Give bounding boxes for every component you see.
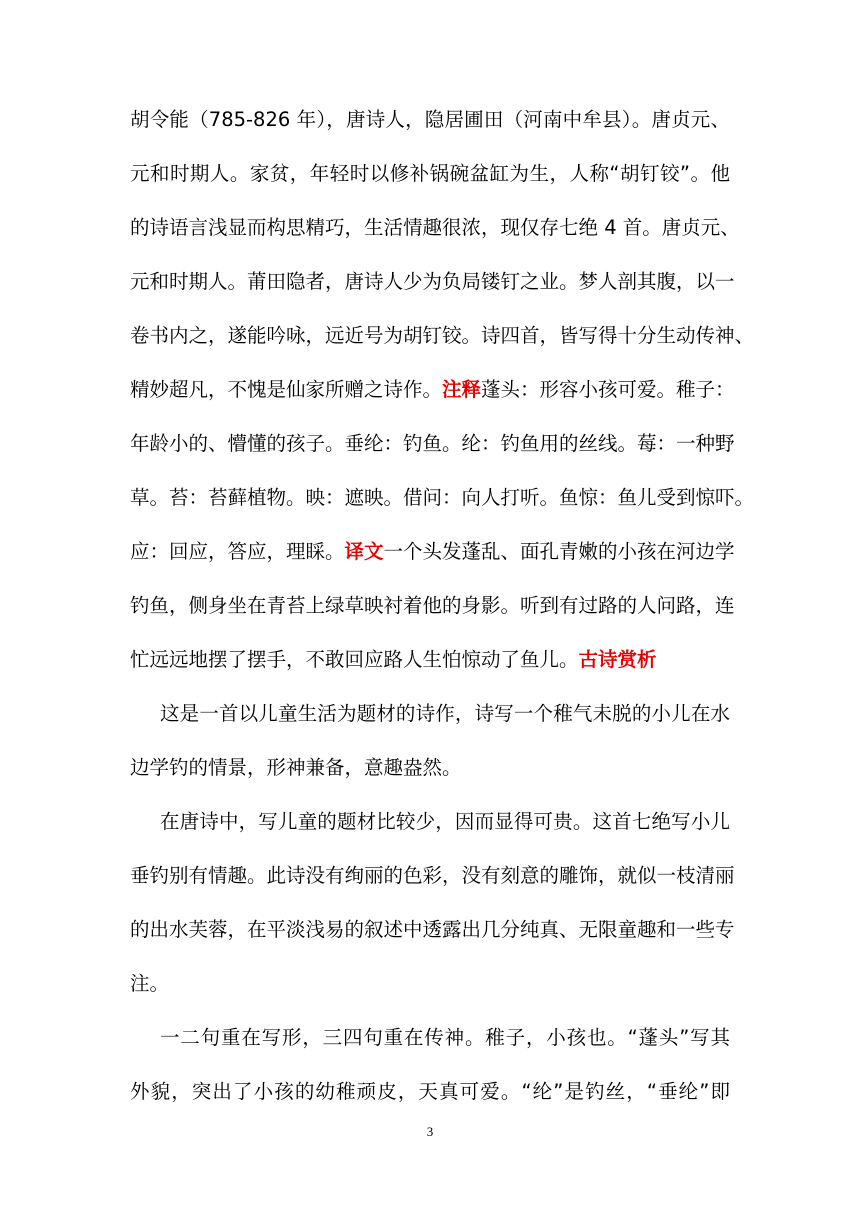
text-line: 元和时期人。莆田隐者，唐诗人少为负局镂钉之业。梦人剖其腹，以一 <box>130 270 735 293</box>
text-line: 钓鱼，侧身坐在青苔上绿草映衬着他的身影。听到有过路的人问路，连 <box>130 594 735 617</box>
heading-appreciation: 古诗赏析 <box>578 648 657 671</box>
text-segment: 精妙超凡，不愧是仙家所赠之诗作。 <box>130 378 443 401</box>
text-segment: 蓬头：形容小孩可爱。稚子： <box>481 378 735 401</box>
heading-annotation: 注释 <box>442 378 482 401</box>
text-line: 的诗语言浅显而构思精巧，生活情趣很浓，现仅存七绝 4 首。唐贞元、 <box>130 216 740 239</box>
text-line: 草。苔：苔藓植物。映：遮映。借问：向人打听。鱼惊：鱼儿受到惊吓。 <box>130 486 755 509</box>
text-line: 卷书内之，遂能吟咏，远近号为胡钉铰。诗四首，皆写得十分生动传神、 <box>130 324 755 347</box>
text-segment: 一个头发蓬乱、面孔青嫩的小孩在河边学 <box>383 540 735 563</box>
text-segment: 忙远远地摆了摆手，不敢回应路人生怕惊动了鱼儿。 <box>130 648 579 671</box>
text-line: 胡令能（785-826 年），唐诗人，隐居圃田（河南中牟县）。唐贞元、 <box>130 108 730 131</box>
text-line: 元和时期人。家贫，年轻时以修补锅碗盆缸为生，人称“胡钉铰”。他 <box>130 162 730 185</box>
text-line: 的出水芙蓉，在平淡浅易的叙述中透露出几分纯真、无限童趣和一些专 <box>130 918 735 941</box>
text-line: 外貌，突出了小孩的幼稚顽皮，天真可爱。“纶”是钓丝，“垂纶”即 <box>130 1080 730 1103</box>
text-line: 年龄小的、懵懂的孩子。垂纶：钓鱼。纶：钓鱼用的丝线。莓：一种野 <box>130 432 735 455</box>
text-line: 注。 <box>130 972 170 995</box>
paragraph-line: 在唐诗中，写儿童的题材比较少，因而显得可贵。这首七绝写小儿 <box>160 810 730 833</box>
paragraph-line: 一二句重在写形，三四句重在传神。稚子，小孩也。“蓬头”写其 <box>160 1026 730 1049</box>
heading-translation: 译文 <box>344 540 384 563</box>
text-line <box>130 533 735 571</box>
page-number: 3 <box>426 1124 434 1139</box>
text-segment: 应：回应，答应，理睬。 <box>130 540 345 563</box>
paragraph-line: 这是一首以儿童生活为题材的诗作，诗写一个稚气未脱的小儿在水 <box>160 702 730 725</box>
text-line: 边学钓的情景，形神兼备，意趣盎然。 <box>130 756 462 779</box>
text-line <box>130 371 735 409</box>
text-line: 垂钓别有情趣。此诗没有绚丽的色彩，没有刻意的雕饰，就似一枝清丽 <box>130 864 735 887</box>
text-line <box>130 641 730 679</box>
